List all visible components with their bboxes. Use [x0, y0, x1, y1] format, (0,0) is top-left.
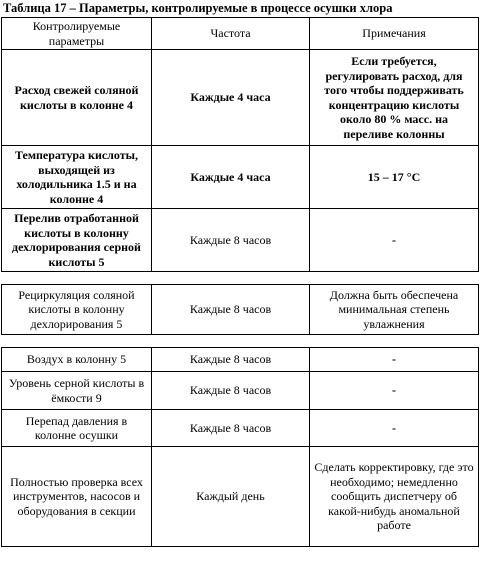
cell-frequency: Каждые 8 часов — [152, 285, 310, 335]
cell-parameter: Перелив отработанной кислоты в колонну дехлорирования серной кислоты 5 — [2, 209, 152, 272]
cell-frequency: Каждые 8 часов — [152, 410, 310, 447]
table-header-row — [2, 18, 479, 50]
cell-frequency: Каждые 8 часов — [152, 372, 310, 410]
parameters-table-2 — [1, 284, 479, 335]
cell-frequency: Каждые 4 часа — [152, 146, 310, 209]
cell-frequency: Каждые 8 часов — [152, 209, 310, 272]
header-notes: Примечания — [310, 18, 479, 50]
table-row — [2, 146, 479, 209]
parameters-table-3 — [1, 347, 479, 547]
table-row — [2, 410, 479, 447]
cell-parameter: Перепад давления в колонне осушки — [2, 410, 152, 447]
cell-parameter: Температура кислоты, выходящей из холодильника 1.5 и на колонне 4 — [2, 146, 152, 209]
parameters-table-1 — [1, 17, 479, 272]
table-row — [2, 50, 479, 146]
cell-frequency: Каждые 4 часа — [152, 50, 310, 146]
table-row — [2, 348, 479, 372]
cell-frequency: Каждые 8 часов — [152, 348, 310, 372]
table-row — [2, 447, 479, 547]
cell-notes: 15 – 17 °C — [310, 146, 479, 209]
header-frequency: Частота — [152, 18, 310, 50]
table-row — [2, 285, 479, 335]
cell-parameter: Полностью проверка всех инструментов, насосов и оборудования в секции — [2, 447, 152, 547]
table-row — [2, 209, 479, 272]
table-row — [2, 372, 479, 410]
cell-notes: - — [310, 410, 479, 447]
cell-frequency: Каждый день — [152, 447, 310, 547]
cell-notes: - — [310, 372, 479, 410]
cell-notes: - — [310, 209, 479, 272]
cell-parameter: Расход свежей соляной кислоты в колонне 4 — [2, 50, 152, 146]
table-caption: Таблица 17 – Параметры, контролируемые в процессе осушки хлора — [3, 1, 393, 15]
cell-notes: Сделать корректировку, где это необходимо; немедленно сообщить диспетчеру об какой-нибудь аномальной работе — [310, 447, 479, 547]
cell-parameter: Воздух в колонну 5 — [2, 348, 152, 372]
header-parameters: Контролируемые параметры — [2, 18, 152, 50]
cell-notes: - — [310, 348, 479, 372]
cell-notes: Должна быть обеспечена минимальная степень увлажнения — [310, 285, 479, 335]
cell-notes: Если требуется, регулировать расход, для того чтобы поддерживать концентрацию кислоты около 80 % масс. на переливе колонны — [310, 50, 479, 146]
cell-parameter: Уровень серной кислоты в ёмкости 9 — [2, 372, 152, 410]
cell-parameter: Рециркуляция соляной кислоты в колонну дехлорирования 5 — [2, 285, 152, 335]
